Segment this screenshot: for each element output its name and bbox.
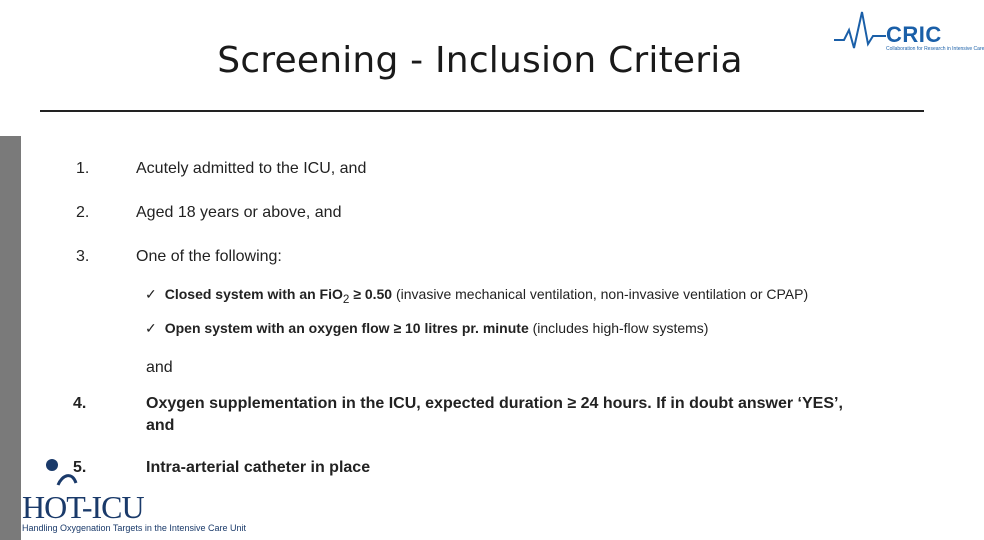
subscript: 2: [342, 292, 350, 306]
hot-icu-logo-text: HOT-ICU: [22, 489, 144, 525]
cric-logo-tagline: Collaboration for Research in Intensive Care: [886, 46, 984, 52]
criterion-text: Oxygen supplementation in the ICU, expected duration ≥ 24 hours. If in doubt answer ‘YES’,: [146, 395, 843, 412]
sub-criterion-open-system: [145, 320, 708, 337]
criterion-text: Acutely admitted to the ICU, and: [136, 160, 367, 177]
hot-icu-logo: [20, 455, 246, 540]
side-accent-bar: [0, 136, 21, 540]
checkmark-icon: ✓: [145, 286, 157, 302]
hot-icu-logo-tagline: Handling Oxygenation Targets in the Intensive Care Unit: [22, 523, 246, 533]
criterion-text: Intra-arterial catheter in place: [146, 459, 371, 476]
sub-criterion-emphasis: Open system with an oxygen flow ≥ 10 litres pr. minute: [164, 320, 529, 336]
checkmark-icon: ✓: [145, 320, 157, 336]
criterion-number: 4.: [73, 395, 87, 412]
criterion-text-continued: and: [146, 417, 175, 434]
criterion-number: 2.: [76, 204, 90, 221]
page-title: Screening - Inclusion Criteria: [217, 40, 743, 81]
title-divider: [40, 110, 924, 112]
criterion-number: 3.: [76, 248, 90, 265]
sub-criterion-detail: (includes high-flow systems): [528, 320, 709, 336]
sub-criterion-emphasis: Closed system with an FiO: [164, 286, 343, 302]
criterion-text: Aged 18 years or above, and: [136, 204, 342, 221]
sub-criterion-detail: (invasive mechanical ventilation, non-invasive ventilation or CPAP): [392, 286, 809, 302]
sub-criterion-closed-system: [145, 286, 808, 306]
criterion-number: 5.: [73, 459, 87, 476]
cric-logo-text: CRIC: [886, 22, 942, 47]
connector-text: and: [146, 359, 173, 376]
sub-criterion-emphasis: ≥ 0.50: [349, 286, 393, 302]
criterion-text: One of the following:: [136, 248, 282, 265]
criterion-number: 1.: [76, 160, 90, 177]
cric-logo: [832, 8, 984, 64]
heartbeat-icon: [832, 8, 888, 56]
